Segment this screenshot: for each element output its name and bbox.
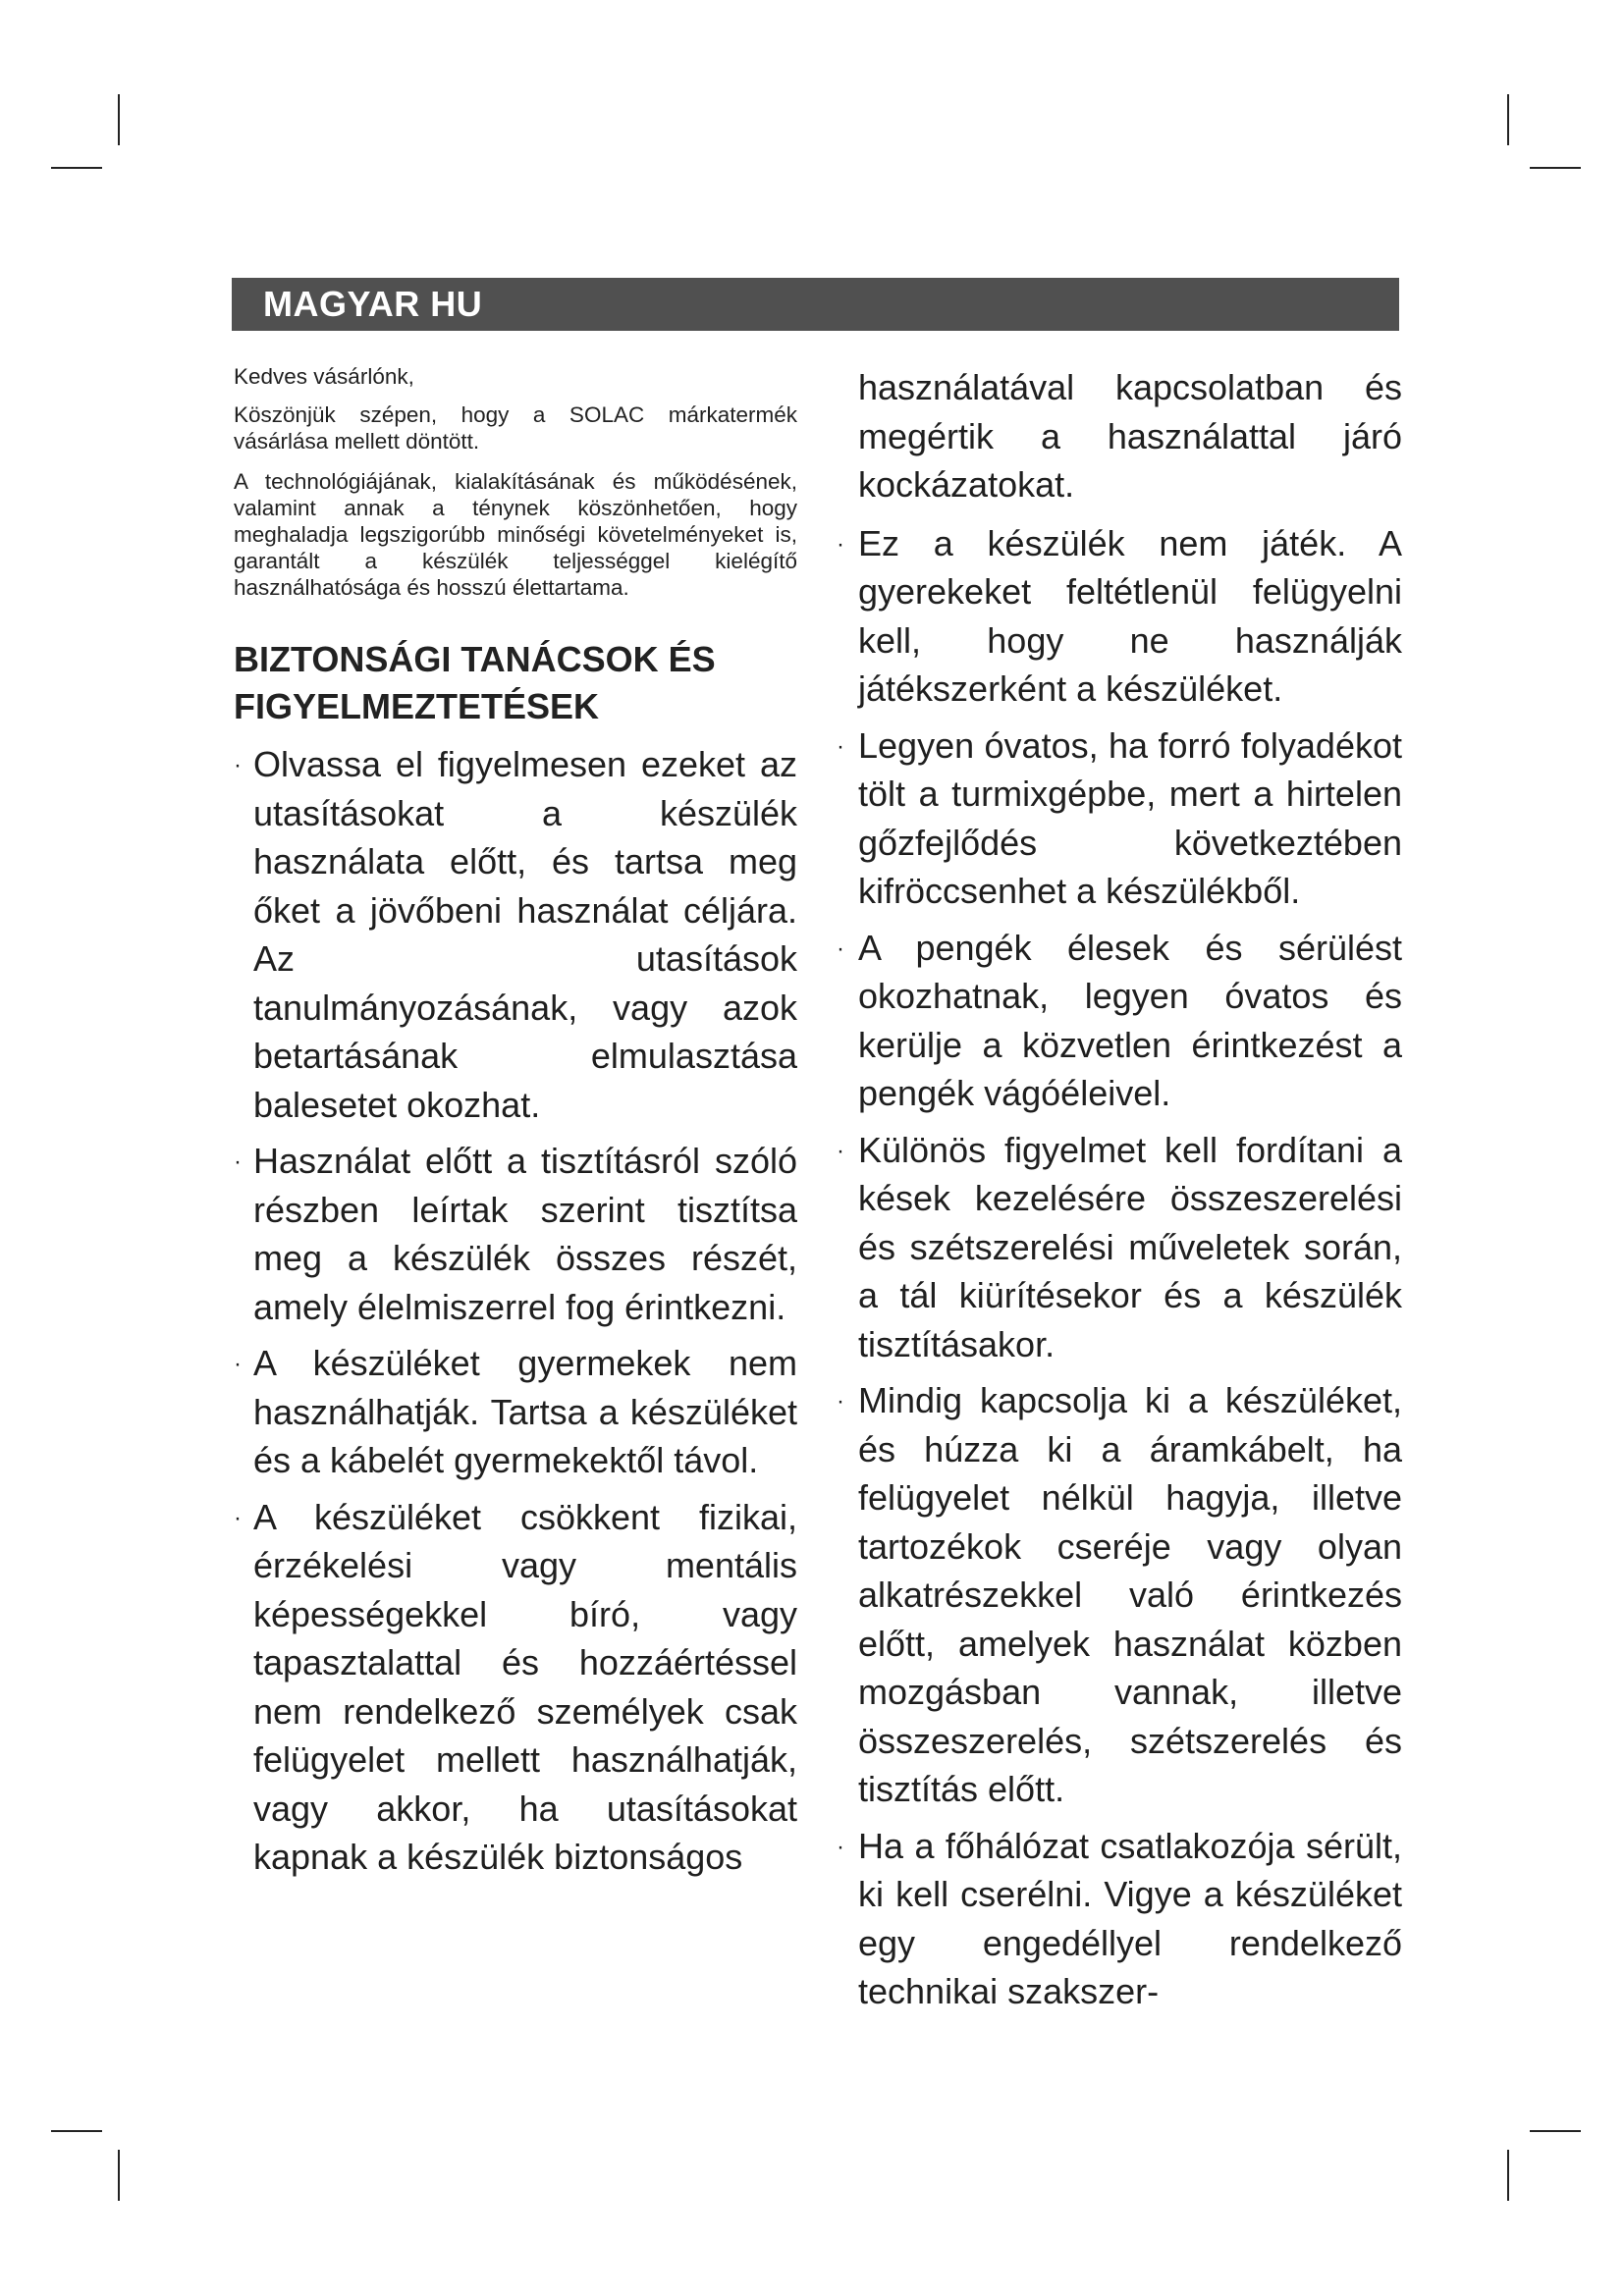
crop-mark-bottom-left-horizontal xyxy=(51,2130,102,2132)
safety-item-text: Mindig kapcsolja ki a készüléket, és húzza ki a áramkábelt, ha felügyelet nélkül hagyja, illetve tartozékok cseréje vagy olyan alkatrészekkel való érintkezés előtt, amelyek használat közben mozgásban vannak, illetve összeszerelés, szétszerelés és tisztítás előtt. xyxy=(858,1380,1402,1809)
bullet-dot: · xyxy=(234,752,242,778)
safety-item xyxy=(234,1493,797,1882)
safety-item-continuation: használatával kapcsolatban és megértik a használattal járó kockázatokat. xyxy=(858,367,1402,505)
safety-item-text: Különös figyelmet kell fordítani a kések kezelésére összeszerelési és szétszerelési műveletek során, a tál kiürítésekor és a készülék tisztításakor. xyxy=(858,1129,1402,1364)
crop-mark-bottom-right-vertical xyxy=(1507,2150,1509,2201)
safety-heading: BIZTONSÁGI TANÁCSOK ÉS FIGYELMEZTETÉSEK xyxy=(234,639,716,726)
safety-item-text: A készüléket gyermekek nem használhatják. Tartsa a készüléket és a kábelét gyermekektől távol. xyxy=(253,1343,797,1480)
safety-item-text: Ez a készülék nem játék. A gyerekeket feltétlenül felügyelni kell, hogy ne használják játékszerként a készüléket. xyxy=(858,522,1402,709)
safety-item-text: Használat előtt a tisztításról szóló részben leírtak szerint tisztítsa meg a készülék összes részét, amely élelmiszerrel fog érintkezni. xyxy=(253,1141,797,1327)
crop-mark-top-right-vertical xyxy=(1507,94,1509,145)
intro-paragraph: A technológiájának, kialakításának és működésének, valamint annak a ténynek köszönhetően, hogy meghaladja legszigorúbb minőségi követelményeket is, garantált a készülék teljességgel kielégítő használhatósága és hosszú élettartama. xyxy=(234,469,797,600)
thanks-paragraph: Köszönjük szépen, hogy a SOLAC márkatermék vásárlása mellett döntött. xyxy=(234,402,797,454)
bullet-dot: · xyxy=(837,732,844,760)
safety-item xyxy=(234,1339,797,1485)
bullet-dot: · xyxy=(837,1137,844,1164)
safety-item xyxy=(234,1137,797,1331)
greeting: Kedves vásárlónk, xyxy=(234,364,414,389)
left-column xyxy=(234,363,797,1890)
bullet-dot: · xyxy=(234,1148,242,1175)
safety-item xyxy=(234,740,797,1129)
safety-item-text: A pengék élesek és sérülést okozhatnak, legyen óvatos és kerülje a közvetlen érintkezést a pengék vágóéleivel. xyxy=(858,927,1402,1113)
bullet-dot: · xyxy=(234,1504,242,1531)
crop-mark-bottom-left-vertical xyxy=(118,2150,120,2201)
crop-mark-top-left-horizontal xyxy=(51,167,102,169)
right-column xyxy=(837,363,1402,2024)
crop-mark-top-left-vertical xyxy=(118,94,120,145)
safety-item xyxy=(837,924,1402,1118)
bullet-dot: · xyxy=(837,934,844,962)
bullet-dot: · xyxy=(837,1833,844,1860)
safety-item xyxy=(837,1126,1402,1369)
safety-item-text: Ha a főhálózat csatlakozója sérült, ki kell cserélni. Vigye a készüléket egy engedéllyel rendelkező technikai szakszer- xyxy=(858,1825,1402,2011)
safety-item xyxy=(837,1376,1402,1814)
bullet-dot: · xyxy=(234,1351,242,1377)
language-header: MAGYAR HU xyxy=(232,278,1399,331)
safety-item-text: Olvassa el figyelmesen ezeket az utasításokat a készülék használata előtt, és tartsa meg őket a jövőbeni használat céljára. Az utasítások tanulmányozásának, vagy azok betartásának elmulasztása balesetet okozhat. xyxy=(253,744,797,1125)
safety-item xyxy=(837,721,1402,916)
bullet-dot: · xyxy=(837,1388,844,1415)
bullet-dot: · xyxy=(837,530,844,558)
crop-mark-bottom-right-horizontal xyxy=(1530,2130,1581,2132)
safety-item xyxy=(837,519,1402,714)
safety-item-text: A készüléket csökkent fizikai, érzékelési vagy mentális képességekkel bíró, vagy tapasztalattal és hozzáértéssel nem rendelkező személyek csak felügyelet mellett használhatják, vagy akkor, ha utasításokat kapnak a készülék biztonságos xyxy=(253,1496,797,1877)
safety-item-text: Legyen óvatos, ha forró folyadékot tölt a turmixgépbe, mert a hirtelen gőzfejlődés következtében kifröccsenhet a készülékből. xyxy=(858,724,1402,911)
crop-mark-top-right-horizontal xyxy=(1530,167,1581,169)
safety-item xyxy=(837,1822,1402,2016)
